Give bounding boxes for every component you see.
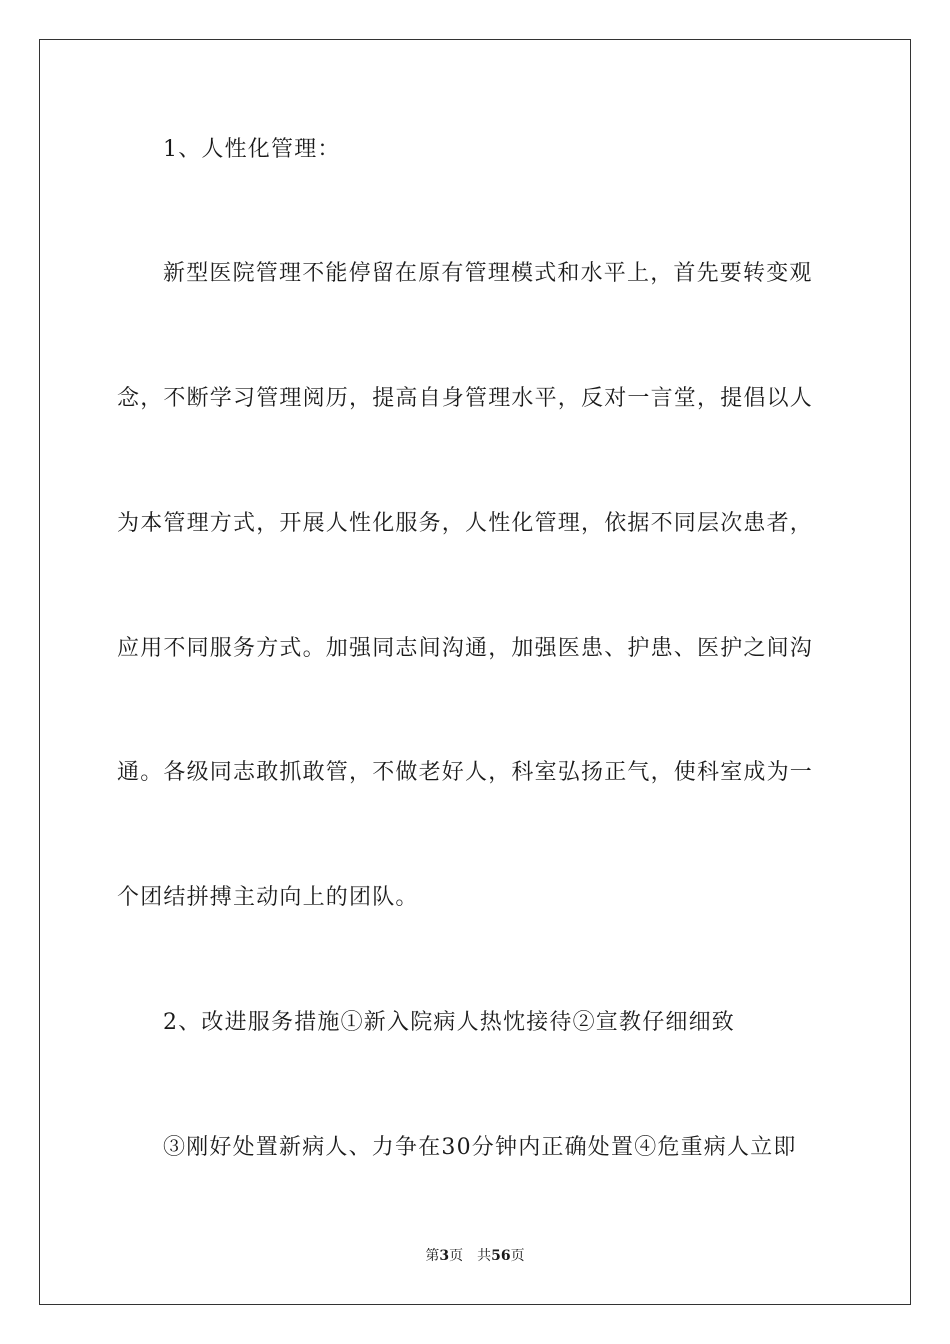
total-pages: 56 — [491, 1248, 511, 1264]
section-heading-2: 2、改进服务措施①新入院病人热忱接待②宣教仔细细致 — [163, 1010, 735, 1035]
total-prefix: 共 — [477, 1248, 492, 1264]
page-prefix: 第 — [425, 1248, 440, 1264]
paragraph-line: 念，不断学习管理阅历，提高自身管理水平，反对一言堂，提倡以人 — [117, 386, 814, 411]
page-number: 3 — [439, 1248, 450, 1264]
paragraph-line: 个团结拼搏主动向上的团队。 — [117, 885, 419, 910]
paragraph-line: 新型医院管理不能停留在原有管理模式和水平上，首先要转变观 — [163, 261, 813, 286]
paragraph-line: ③刚好处置新病人、力争在30分钟内正确处置④危重病人立即 — [163, 1135, 797, 1160]
paragraph-line: 为本管理方式，开展人性化服务，人性化管理，依据不同层次患者， — [117, 511, 814, 536]
section-heading-1: 1、人性化管理： — [163, 137, 341, 162]
paragraph-line: 应用不同服务方式。加强同志间沟通，加强医患、护患、医护之间沟 — [117, 636, 814, 661]
page-border — [39, 39, 911, 1305]
page-footer — [0, 1246, 950, 1266]
page-suffix: 页 — [449, 1248, 464, 1264]
paragraph-line: 通。各级同志敢抓敢管，不做老好人，科室弘扬正气，使科室成为一 — [117, 760, 814, 785]
total-suffix: 页 — [510, 1248, 525, 1264]
